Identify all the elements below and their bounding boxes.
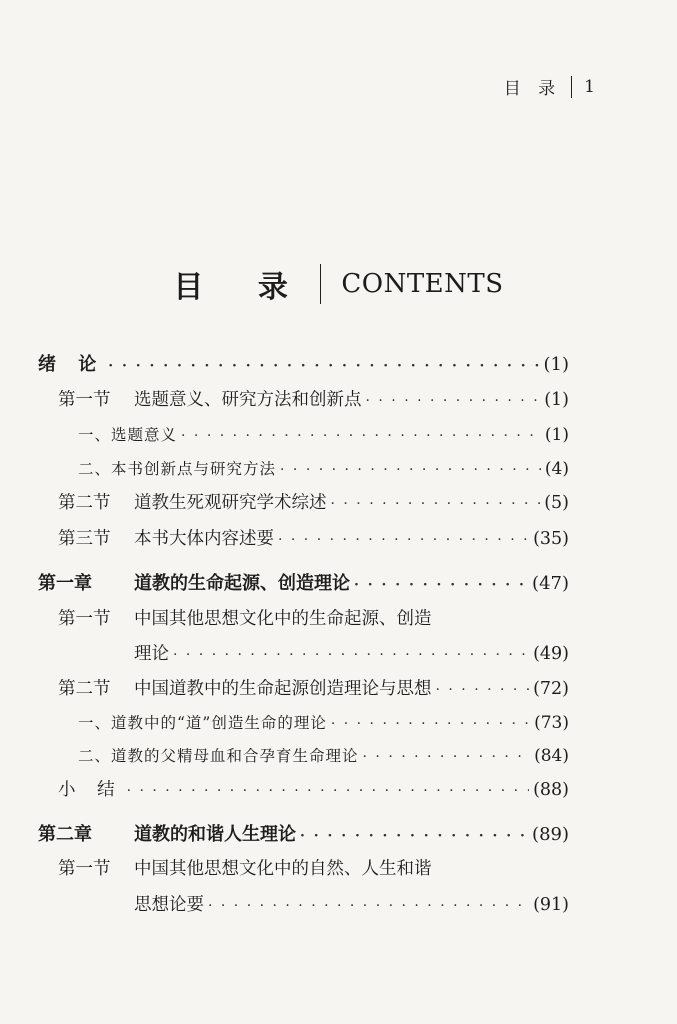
toc-entry-section bbox=[58, 525, 569, 550]
toc-entry-subsection bbox=[78, 711, 569, 733]
toc-entry-introduction bbox=[38, 350, 569, 376]
dot-leader bbox=[331, 716, 530, 732]
toc-title: 道教的生命起源、创造理论 bbox=[134, 573, 350, 594]
dot-leader bbox=[108, 358, 539, 374]
dot-leader bbox=[127, 783, 529, 799]
toc-entry-continuation bbox=[134, 891, 569, 916]
dot-leader bbox=[300, 828, 528, 844]
toc-page: (47) bbox=[532, 573, 569, 594]
dot-leader bbox=[280, 462, 541, 478]
toc-title: 本书大体内容述要 bbox=[134, 529, 274, 549]
toc-page: (1) bbox=[544, 425, 569, 445]
running-header-title: 目 录 bbox=[503, 79, 562, 99]
toc-title: 二、本书创新点与研究方法 bbox=[78, 460, 277, 478]
toc-page: (72) bbox=[533, 679, 569, 699]
toc-page: (88) bbox=[533, 780, 569, 800]
toc-label: 第二节 bbox=[58, 679, 111, 699]
toc-entry-continuation bbox=[134, 640, 569, 665]
toc-title: 选题意义、研究方法和创新点 bbox=[134, 390, 362, 410]
toc-page: (4) bbox=[544, 459, 569, 479]
toc-title: 理论 bbox=[134, 644, 169, 664]
toc-page: (91) bbox=[533, 895, 569, 915]
toc-entry-subsection bbox=[78, 423, 569, 445]
dot-leader bbox=[354, 577, 528, 593]
toc-title: 中国其他思想文化中的生命起源、创造 bbox=[134, 609, 432, 629]
dot-leader bbox=[363, 749, 531, 765]
title-english: CONTENTS bbox=[341, 269, 504, 299]
toc-entry-section bbox=[58, 605, 569, 630]
toc-page: (49) bbox=[533, 644, 569, 664]
dot-leader bbox=[208, 898, 529, 914]
toc-entry-section bbox=[58, 675, 569, 700]
toc-entry-subsection bbox=[78, 744, 569, 766]
running-header-divider bbox=[571, 76, 572, 98]
toc-entry-summary bbox=[58, 776, 569, 801]
toc-label: 第一节 bbox=[58, 390, 111, 410]
toc-title: 道教的和谐人生理论 bbox=[134, 824, 296, 845]
toc-title: 中国道教中的生命起源创造理论与思想 bbox=[134, 679, 432, 699]
toc-page: (84) bbox=[534, 746, 569, 766]
dot-leader bbox=[278, 532, 529, 548]
toc-entry-section bbox=[58, 386, 569, 411]
dot-leader bbox=[436, 682, 530, 698]
toc-label: 第一节 bbox=[58, 609, 111, 629]
running-header bbox=[504, 74, 595, 99]
toc-entry-chapter bbox=[38, 569, 569, 595]
toc-title: 一、选题意义 bbox=[78, 426, 178, 444]
toc-page: (5) bbox=[544, 493, 569, 513]
title-chinese: 目 录 bbox=[173, 270, 310, 305]
toc-title: 思想论要 bbox=[134, 895, 204, 915]
toc-label: 绪 论 bbox=[38, 354, 105, 375]
toc-title: 道教生死观研究学术综述 bbox=[134, 493, 327, 513]
dot-leader bbox=[331, 496, 541, 512]
toc-title: 二、道教的父精母血和合孕育生命理论 bbox=[78, 747, 359, 765]
toc-label: 第三节 bbox=[58, 529, 111, 549]
toc-label: 第二章 bbox=[38, 824, 92, 845]
toc-entry-subsection bbox=[78, 457, 569, 479]
dot-leader bbox=[173, 647, 529, 663]
dot-leader bbox=[181, 428, 541, 444]
toc-entry-section bbox=[58, 489, 569, 514]
toc-label: 第一节 bbox=[58, 859, 111, 879]
toc-title: 一、道教中的“道”创造生命的理论 bbox=[78, 714, 327, 732]
toc-label: 第二节 bbox=[58, 493, 111, 513]
toc-label: 小 结 bbox=[58, 780, 123, 800]
dot-leader bbox=[366, 393, 541, 409]
toc-entry-section bbox=[58, 855, 569, 880]
toc-entry-chapter bbox=[38, 820, 569, 846]
toc-page: (89) bbox=[532, 824, 569, 845]
page-number: 1 bbox=[584, 76, 595, 97]
title-divider bbox=[320, 264, 322, 304]
toc-page: (73) bbox=[534, 713, 569, 733]
toc-title: 中国其他思想文化中的自然、人生和谐 bbox=[134, 859, 432, 879]
toc-page: (35) bbox=[533, 529, 569, 549]
page-title bbox=[0, 262, 677, 306]
toc-page: (1) bbox=[544, 390, 569, 410]
toc-label: 第一章 bbox=[38, 573, 92, 594]
toc-page: (1) bbox=[543, 354, 569, 375]
